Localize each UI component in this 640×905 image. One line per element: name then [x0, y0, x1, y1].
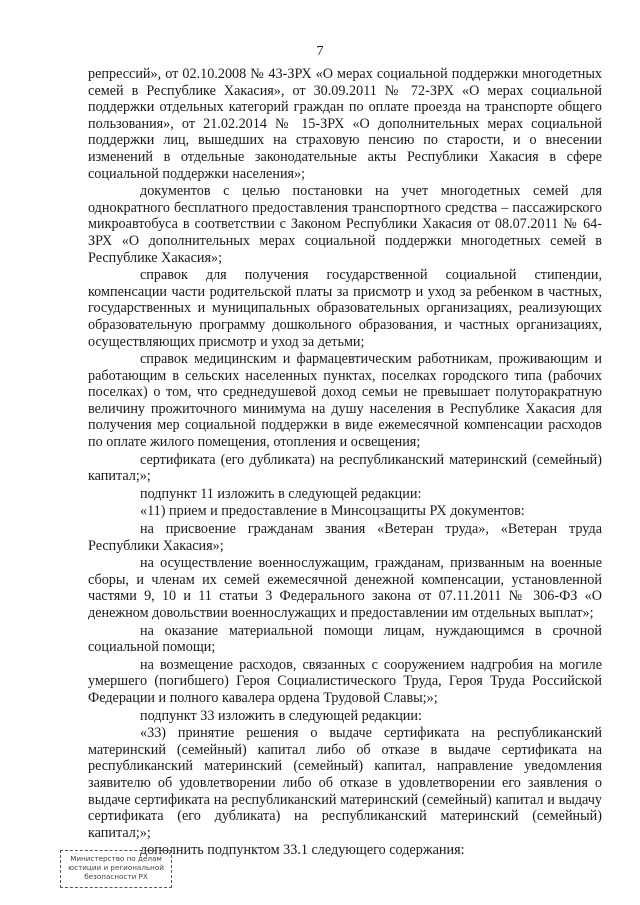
paragraph: «11) прием и предоставление в Минсоцзащиты РХ документов:	[140, 503, 525, 520]
paragraph: на возмещение расходов, связанных с сооружением надгробия на могиле умершего (погибшего) Героя Социалистического Труда, Героя Труда Российской Федерации и полного кавалера ордена Трудовой Славы;»;	[88, 656, 602, 706]
paragraph: дополнить подпунктом 33.1 следующего содержания:	[140, 842, 465, 859]
paragraph: сертификата (его дубликата) на республиканский материнский (семейный) капитал;»;	[88, 451, 602, 485]
stamp-line: юстиции и региональной	[68, 863, 164, 872]
paragraph: подпункт 11 изложить в следующей редакции:	[140, 485, 422, 502]
paragraph: на осуществление военнослужащим, гражданам, призванным на военные сборы, и членам их семей ежемесячной денежной компенсации, установленной частями 9, 10 и 11 статьи 3 Федерального закона от 07.11.2011 № 306-ФЗ «О денежном довольствии военнослужащих и предоставлении им отдельных выплат»;	[88, 555, 602, 621]
paragraph: на оказание материальной помощи лицам, нуждающимся в срочной социальной помощи;	[88, 622, 602, 656]
page-number: 7	[316, 44, 324, 59]
paragraph: на присвоение гражданам звания «Ветеран труда», «Ветеран труда Республики Хакасия»;	[88, 521, 602, 554]
paragraph: репрессий», от 02.10.2008 № 43-ЗРХ «О мерах социальной поддержки многодетных семей в Республике Хакасия», от 30.09.2011 № 72-ЗРХ «О мерах социальной поддержки отдельных категорий граждан по оплате проезда на транспорте общего пользования», от 21.02.2014 № 15-ЗРХ «О дополнительных мерах социальной поддержки лиц, вышедших на страховую пенсию по старости, и о внесении изменений в отдельные законодательные акты Республики Хакасия в сфере социальной поддержки населения»;	[88, 66, 602, 182]
paragraph: справок медицинским и фармацевтическим работникам, проживающим и работающим в сельских населенных пунктах, поселках городского типа (рабочих поселках) о том, что среднедушевой доход семьи не превышает полуторакратную величину прожиточного минимума на душу населения в Республике Хакасия для получения мер социальной поддержки в виде ежемесячной компенсации расходов по оплате жилого помещения, отопления и освещения;	[88, 351, 602, 451]
registration-stamp	[60, 850, 172, 888]
paragraph: документов с целью постановки на учет многодетных семей для однократного бесплатного предоставления транспортного средства – пассажирского микроавтобуса в соответствии с Законом Республики Хакасия от 08.07.2011 № 64-ЗРХ «О дополнительных мерах социальной поддержки многодетных семей в Республике Хакасия»;	[88, 183, 602, 266]
paragraph: «33) принятие решения о выдаче сертификата на республиканский материнский (семейный) капитал либо об отказе в выдаче сертификата на республиканский материнский (семейный) капитал, направление уведомления заявителю об удовлетворении либо об отказе в удовлетворении его заявления о выдаче сертификата на республиканский материнский (семейный) капитал и выдачу сертификата (его дубликата) на республиканский материнский (семейный) капитал;»;	[88, 725, 602, 841]
paragraph: справок для получения государственной социальной стипендии, компенсации части родительской платы за присмотр и уход за ребенком в частных, государственных и муниципальных образовательных организациях, реализующих образовательную программу дошкольного образования, и частных организациях, осуществляющих присмотр и уход за детьми;	[88, 267, 602, 350]
document-body	[88, 66, 602, 860]
stamp-line: Министерство по делам	[70, 854, 162, 863]
paragraph: подпункт 33 изложить в следующей редакции:	[140, 707, 422, 724]
stamp-line: безопасности РХ	[84, 872, 148, 881]
